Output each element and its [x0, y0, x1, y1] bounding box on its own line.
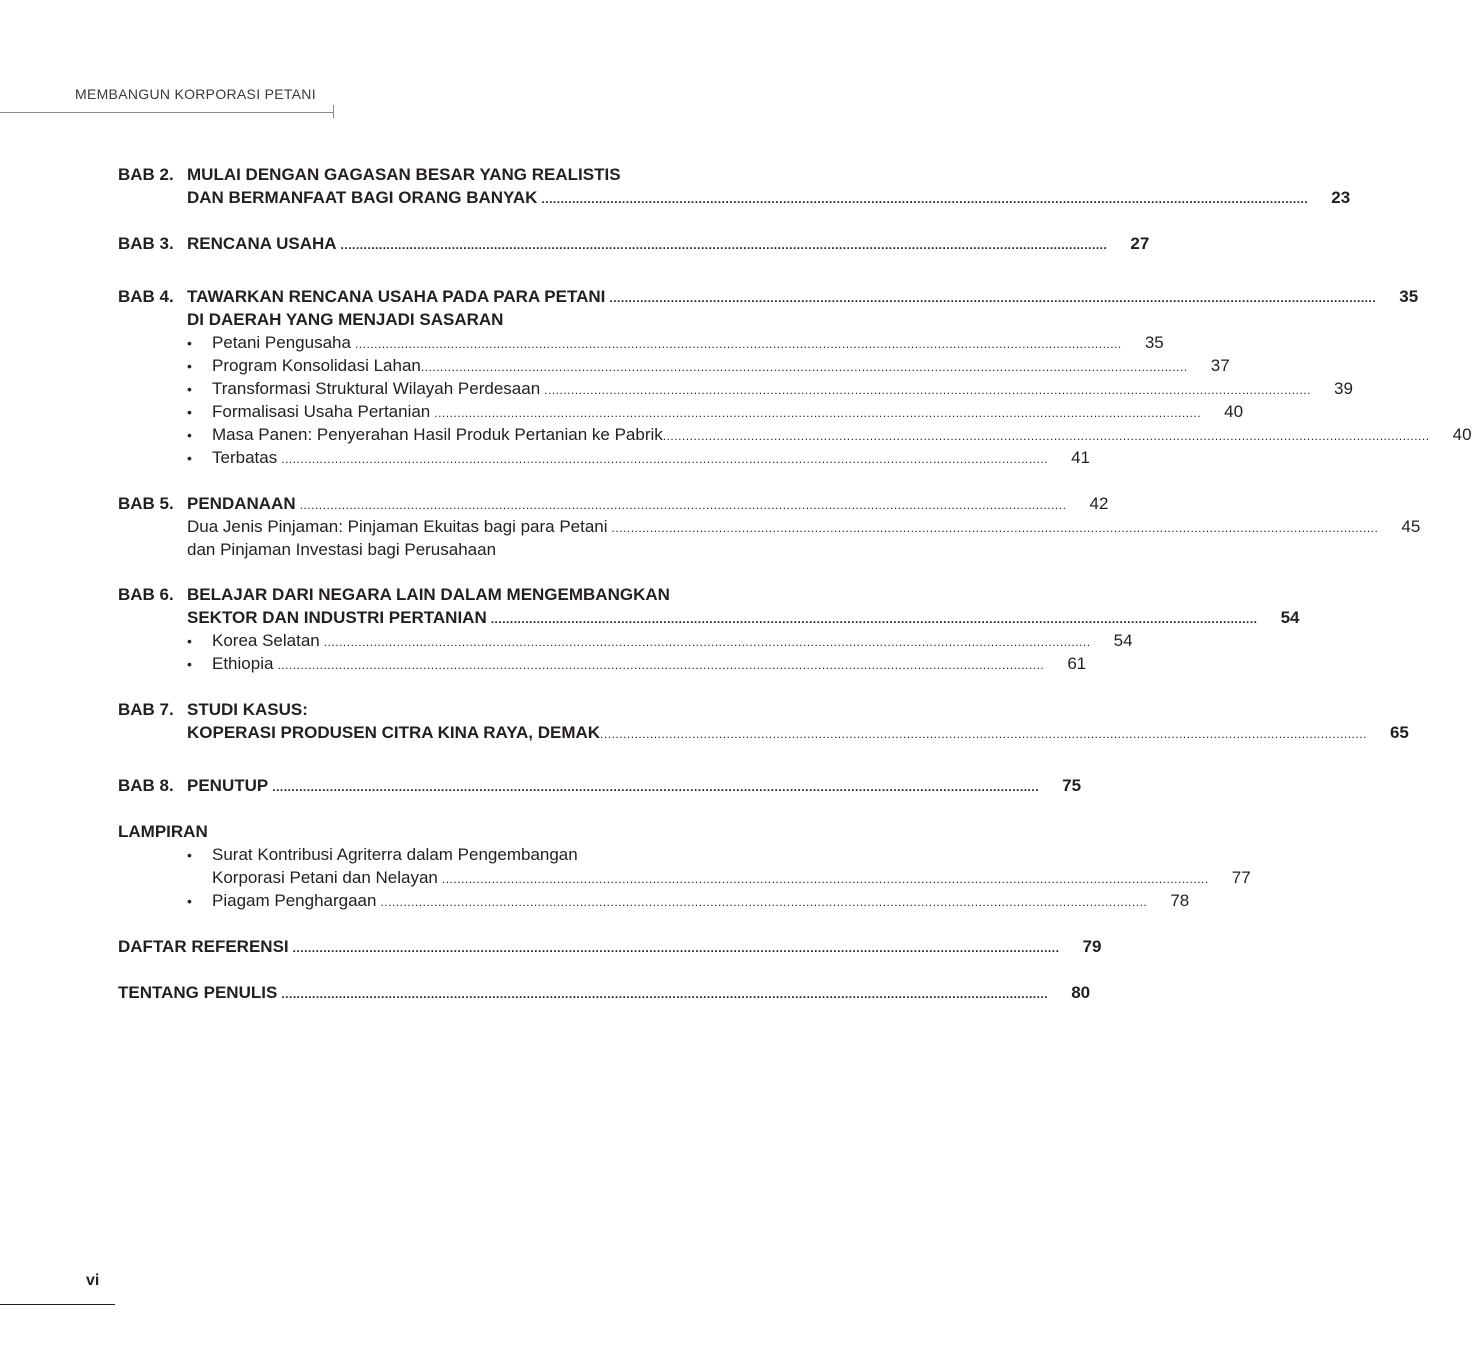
chapter-number: BAB 6. [118, 585, 174, 604]
page-number: 45 [1401, 517, 1421, 536]
subitem-title: dan Pinjaman Investasi bagi Perusahaan [187, 540, 497, 559]
page-number: 42 [1089, 494, 1109, 513]
chapter-title: RENCANA USAHA [187, 234, 337, 253]
subitem-title: Petani Pengusaha [212, 333, 351, 352]
bullet: • [187, 427, 192, 443]
chapter-title: TAWARKAN RENCANA USAHA PADA PARA PETANI [187, 287, 606, 306]
chapter-title: PENUTUP [187, 776, 269, 795]
subitem-title: Terbatas [212, 448, 278, 467]
page-number: 35 [1144, 333, 1164, 352]
subitem-title: Korporasi Petani dan Nelayan [212, 868, 438, 887]
bullet: • [187, 633, 192, 649]
section-title: DAFTAR REFERENSI [118, 937, 289, 956]
subitem-title: Program Konsolidasi Lahan [212, 356, 421, 375]
subitem-title: Piagam Penghargaan [212, 891, 377, 910]
page-number: 35 [1399, 287, 1419, 306]
toc-subitem[interactable] [118, 354, 1230, 377]
chapter-title: DI DAERAH YANG MENJADI SASARAN [187, 310, 504, 329]
header-tick [333, 105, 334, 118]
bullet: • [187, 381, 192, 397]
dot-leader: ........................................................................................................................................................................................................ [354, 337, 1122, 351]
subitem-title: Ethiopia [212, 654, 274, 673]
toc-entry-bab2[interactable] [118, 163, 1351, 209]
chapter-title: STUDI KASUS: [187, 700, 308, 719]
bullet: • [187, 404, 192, 420]
dot-leader: ........................................................................................................................................................................................................ [380, 895, 1148, 909]
dot-leader: ........................................................................................................................................................................................................ [434, 406, 1202, 420]
section-title: LAMPIRAN [118, 822, 208, 841]
toc-subitem[interactable] [118, 515, 1421, 538]
dot-leader: ........................................................................................................................................................................................................ [600, 727, 1367, 741]
subitem-title: Masa Panen: Penyerahan Hasil Produk Pertanian ke Pabrik [212, 425, 663, 444]
dot-leader: ........................................................................................................................................................................................................ [323, 635, 1091, 649]
dot-leader: ........................................................................................................................................................................................................ [609, 291, 1377, 305]
page-number: 37 [1210, 356, 1230, 375]
page-number: 79 [1082, 937, 1102, 956]
page-number: 75 [1062, 776, 1082, 795]
toc-entry-bab7[interactable] [118, 698, 1409, 744]
page-number: 41 [1071, 448, 1090, 467]
section-title: TENTANG PENULIS [118, 983, 278, 1002]
running-header: MEMBANGUN KORPORASI PETANI [75, 86, 316, 102]
bullet: • [187, 450, 192, 466]
bullet: • [187, 358, 192, 374]
dot-leader: ........................................................................................................................................................................................................ [272, 780, 1040, 794]
bullet: • [187, 893, 192, 909]
toc-entry-bab4[interactable] [118, 285, 1472, 469]
page-number: 23 [1331, 188, 1351, 207]
toc-subitem[interactable] [118, 423, 1472, 446]
toc-subitem[interactable] [118, 331, 1164, 354]
page-number: 27 [1130, 234, 1150, 253]
toc-entry-bab3[interactable] [118, 232, 1150, 255]
dot-leader: ........................................................................................................................................................................................................ [544, 383, 1311, 397]
subitem-title: Transformasi Struktural Wilayah Perdesaan [212, 379, 541, 398]
subitem-title: Formalisasi Usaha Pertanian [212, 402, 431, 421]
dot-leader: ........................................................................................................................................................................................................ [611, 521, 1379, 535]
header-rule [0, 112, 334, 113]
subitem-title: Surat Kontribusi Agriterra dalam Pengembangan [212, 845, 578, 864]
toc-subitem[interactable] [118, 446, 1090, 469]
page-number: 40 [1224, 402, 1244, 421]
bullet: • [187, 847, 192, 863]
chapter-title: DAN BERMANFAAT BAGI ORANG BANYAK [187, 188, 538, 207]
chapter-number: BAB 4. [118, 287, 174, 306]
page-number: 80 [1071, 983, 1091, 1002]
chapter-number: BAB 8. [118, 776, 174, 795]
bullet: • [187, 656, 192, 672]
page-number: 39 [1334, 379, 1353, 398]
bullet: • [187, 335, 192, 351]
dot-leader: ........................................................................................................................................................................................................ [277, 658, 1045, 672]
page-number: 61 [1067, 654, 1087, 673]
page-number: 54 [1113, 631, 1133, 650]
subitem-title: Korea Selatan [212, 631, 320, 650]
dot-leader: ........................................................................................................................................................................................................ [340, 238, 1108, 252]
dot-leader: ........................................................................................................................................................................................................ [541, 192, 1309, 206]
toc-entry-bab6[interactable] [118, 583, 1300, 675]
chapter-title: MULAI DENGAN GAGASAN BESAR YANG REALISTIS [187, 165, 621, 184]
chapter-number: BAB 7. [118, 700, 174, 719]
chapter-title: KOPERASI PRODUSEN CITRA KINA RAYA, DEMAK [187, 723, 601, 742]
dot-leader: ........................................................................................................................................................................................................ [662, 429, 1430, 443]
toc-subitem[interactable] [118, 377, 1353, 400]
chapter-title: BELAJAR DARI NEGARA LAIN DALAM MENGEMBANGKAN [187, 585, 670, 604]
toc-entry-penulis[interactable] [118, 981, 1091, 1004]
chapter-number: BAB 2. [118, 165, 174, 184]
dot-leader: ........................................................................................................................................................................................................ [281, 987, 1049, 1001]
chapter-number: BAB 5. [118, 494, 174, 513]
dot-leader: ........................................................................................................................................................................................................ [299, 498, 1067, 512]
toc-entry-lampiran[interactable] [118, 820, 1251, 912]
toc-subitem[interactable] [118, 843, 773, 866]
folio-page-number: vi [86, 1272, 100, 1289]
toc-subitem[interactable] [118, 629, 1133, 652]
toc-entry-referensi[interactable] [118, 935, 1102, 958]
toc-subitem[interactable] [118, 652, 1087, 675]
subitem-title: Dua Jenis Pinjaman: Pinjaman Ekuitas bagi para Petani [187, 517, 608, 536]
page-number: 78 [1170, 891, 1190, 910]
chapter-title: PENDANAAN [187, 494, 296, 513]
page-number: 54 [1280, 608, 1300, 627]
toc-subitem[interactable] [118, 889, 1190, 912]
page-number: 65 [1389, 723, 1409, 742]
toc-entry-bab5[interactable] [118, 492, 1421, 561]
page-number: 77 [1231, 868, 1251, 887]
toc-subitem[interactable] [118, 400, 1244, 423]
toc-entry-bab8[interactable] [118, 774, 1082, 797]
table-of-contents [118, 163, 1472, 1004]
chapter-number: BAB 3. [118, 234, 174, 253]
dot-leader: ........................................................................................................................................................................................................ [281, 452, 1048, 466]
chapter-title: SEKTOR DAN INDUSTRI PERTANIAN [187, 608, 487, 627]
dot-leader: ........................................................................................................................................................................................................ [490, 612, 1258, 626]
footer-rule [0, 1304, 115, 1305]
dot-leader: ........................................................................................................................................................................................................ [441, 872, 1209, 886]
page-number: 40 [1452, 425, 1472, 444]
dot-leader: ........................................................................................................................................................................................................ [420, 360, 1188, 374]
dot-leader: ........................................................................................................................................................................................................ [292, 941, 1060, 955]
